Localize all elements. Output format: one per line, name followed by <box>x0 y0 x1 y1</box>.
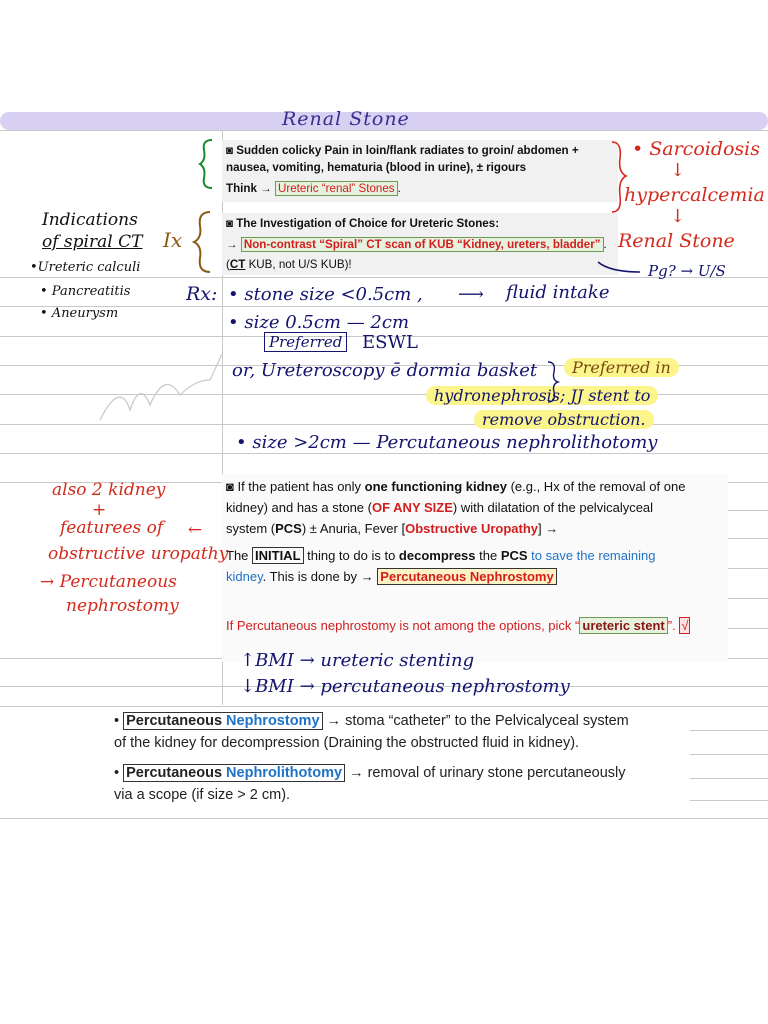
note-indications-1: Indications <box>42 210 138 230</box>
treatment-line-2: • size 0.5cm — 2cm <box>228 312 410 333</box>
think-prefix: Think → <box>226 182 272 195</box>
preferred-note-2: hydronephrosis; JJ stent to <box>426 386 658 405</box>
investigation-arrow: → <box>226 238 238 251</box>
text: ureteric stent <box>579 617 667 634</box>
think-suffix: . <box>397 182 401 195</box>
signature-icon <box>100 354 222 420</box>
ct-paren: ( <box>226 258 230 271</box>
red-note-6: nephrostomy <box>66 596 179 616</box>
investigation-suffix: . <box>603 238 607 251</box>
text: Percutaneous <box>126 713 223 729</box>
treatment-line-5: • size >2cm — Percutaneous nephrolithotomy <box>236 432 658 453</box>
text: . This is done by → <box>262 569 374 584</box>
text: ) ± Anuria, Fever [ <box>301 521 406 536</box>
text: The <box>226 548 253 563</box>
note-pregnancy: Pg? → U/S <box>648 262 726 280</box>
red-note-2: + <box>92 500 107 520</box>
blue-brace-icon <box>548 362 558 402</box>
note-hypercalcemia: hypercalcemia <box>624 184 765 206</box>
brown-brace-icon <box>194 212 210 272</box>
green-brace-icon <box>200 140 212 188</box>
text: INITIAL <box>252 547 304 564</box>
treatment-line-1a: • stone size <0.5cm , <box>228 284 423 305</box>
down-arrow-icon: ↓ <box>670 160 686 181</box>
text: one functioning kidney <box>364 479 507 494</box>
symptoms-line-2: nausea, vomiting, hematuria (blood in urine), ± rigours <box>226 161 527 174</box>
check-mark: √ <box>681 618 689 633</box>
text: system ( <box>226 521 276 536</box>
preferred-note-3: remove obstruction. <box>474 410 654 429</box>
text: If Percutaneous nephrostomy is not among the options, pick “ <box>226 618 580 633</box>
preferred-note-1: Preferred in <box>564 358 679 377</box>
text: → removal of urinary stone percutaneously <box>345 765 626 781</box>
red-note-4: obstructive uropathy <box>48 544 229 564</box>
investigation-highlight: Non-contrast “Spiral” CT scan of KUB “Kidney, ureters, bladder” <box>241 237 604 252</box>
treatment-line-4: or, Ureteroscopy ē dormia basket <box>232 360 538 381</box>
text: ◙ If the patient has only <box>226 479 365 494</box>
bullet-desc: via a scope (if size > 2 cm). <box>114 787 291 803</box>
red-brace-icon <box>612 142 626 212</box>
text: PCS <box>275 521 302 536</box>
text: thing to do is to <box>303 548 399 563</box>
down-arrow-icon: ↓ <box>670 206 686 227</box>
eswl-label: ESWL <box>362 332 418 353</box>
ct-label: CT <box>229 258 246 271</box>
text: the <box>475 548 501 563</box>
text: Nephrolithotomy <box>226 765 343 781</box>
ct-rest: KUB, not U/S KUB)! <box>245 258 352 271</box>
text: Percutaneous <box>126 765 223 781</box>
investigation-line-1: ◙ The Investigation of Choice for Ureteric Stones: <box>226 217 500 230</box>
arrow-icon: ⟶ <box>458 284 484 305</box>
think-highlight: Ureteric “renal” Stones <box>275 181 398 196</box>
text: Nephrostomy <box>226 713 320 729</box>
left-arrow-icon: ← <box>188 520 203 540</box>
arrow-icon <box>598 262 640 272</box>
note-sarcoidosis: • Sarcoidosis <box>632 138 761 160</box>
text: ) with dilatation of the pelvicalyceal <box>452 500 654 515</box>
indication-item: • Aneurysm <box>40 306 119 321</box>
text: → stoma “catheter” to the Pelvicalyceal system <box>322 713 629 729</box>
bmi-up-line: ↑BMI → ureteric stenting <box>240 650 475 671</box>
red-note-5: → Percutaneous <box>40 572 177 592</box>
note-rx: Rx: <box>186 283 218 305</box>
indication-item: •Ureteric calculi <box>30 260 141 275</box>
red-note-3: featurees of <box>60 518 164 538</box>
text: Obstructive Uropathy <box>405 521 539 536</box>
red-note-1: also 2 kidney <box>52 480 166 500</box>
page-title: Renal Stone <box>282 108 410 130</box>
note-indications-2: of spiral CT <box>42 232 143 252</box>
note-renal-stone: Renal Stone <box>618 230 735 252</box>
preferred-box: Preferred <box>264 332 347 352</box>
text: PCS <box>500 548 528 563</box>
text: (e.g., Hx of the removal of one <box>506 479 686 494</box>
text: decompress <box>398 548 476 563</box>
bullet-dot: • <box>114 765 120 781</box>
text: OF ANY SIZE <box>371 500 453 515</box>
text: kidney <box>226 569 263 584</box>
bullet-desc: of the kidney for decompression (Draining the obstructed fluid in kidney). <box>114 735 580 751</box>
text: to save the remaining <box>527 548 656 563</box>
text: kidney) and has a stone ( <box>226 500 372 515</box>
text: ”. <box>667 618 676 633</box>
text: ] → <box>538 521 559 536</box>
treatment-line-1b: fluid intake <box>506 282 610 303</box>
indication-item: • Pancreatitis <box>40 284 131 299</box>
note-ix: Ix <box>163 228 183 252</box>
bmi-down-line: ↓BMI → percutaneous nephrostomy <box>240 676 570 697</box>
symptoms-line-1: ◙ Sudden colicky Pain in loin/flank radiates to groin/ abdomen + <box>226 144 579 157</box>
bullet-dot: • <box>114 713 120 729</box>
text: Percutaneous Nephrostomy <box>377 568 556 585</box>
